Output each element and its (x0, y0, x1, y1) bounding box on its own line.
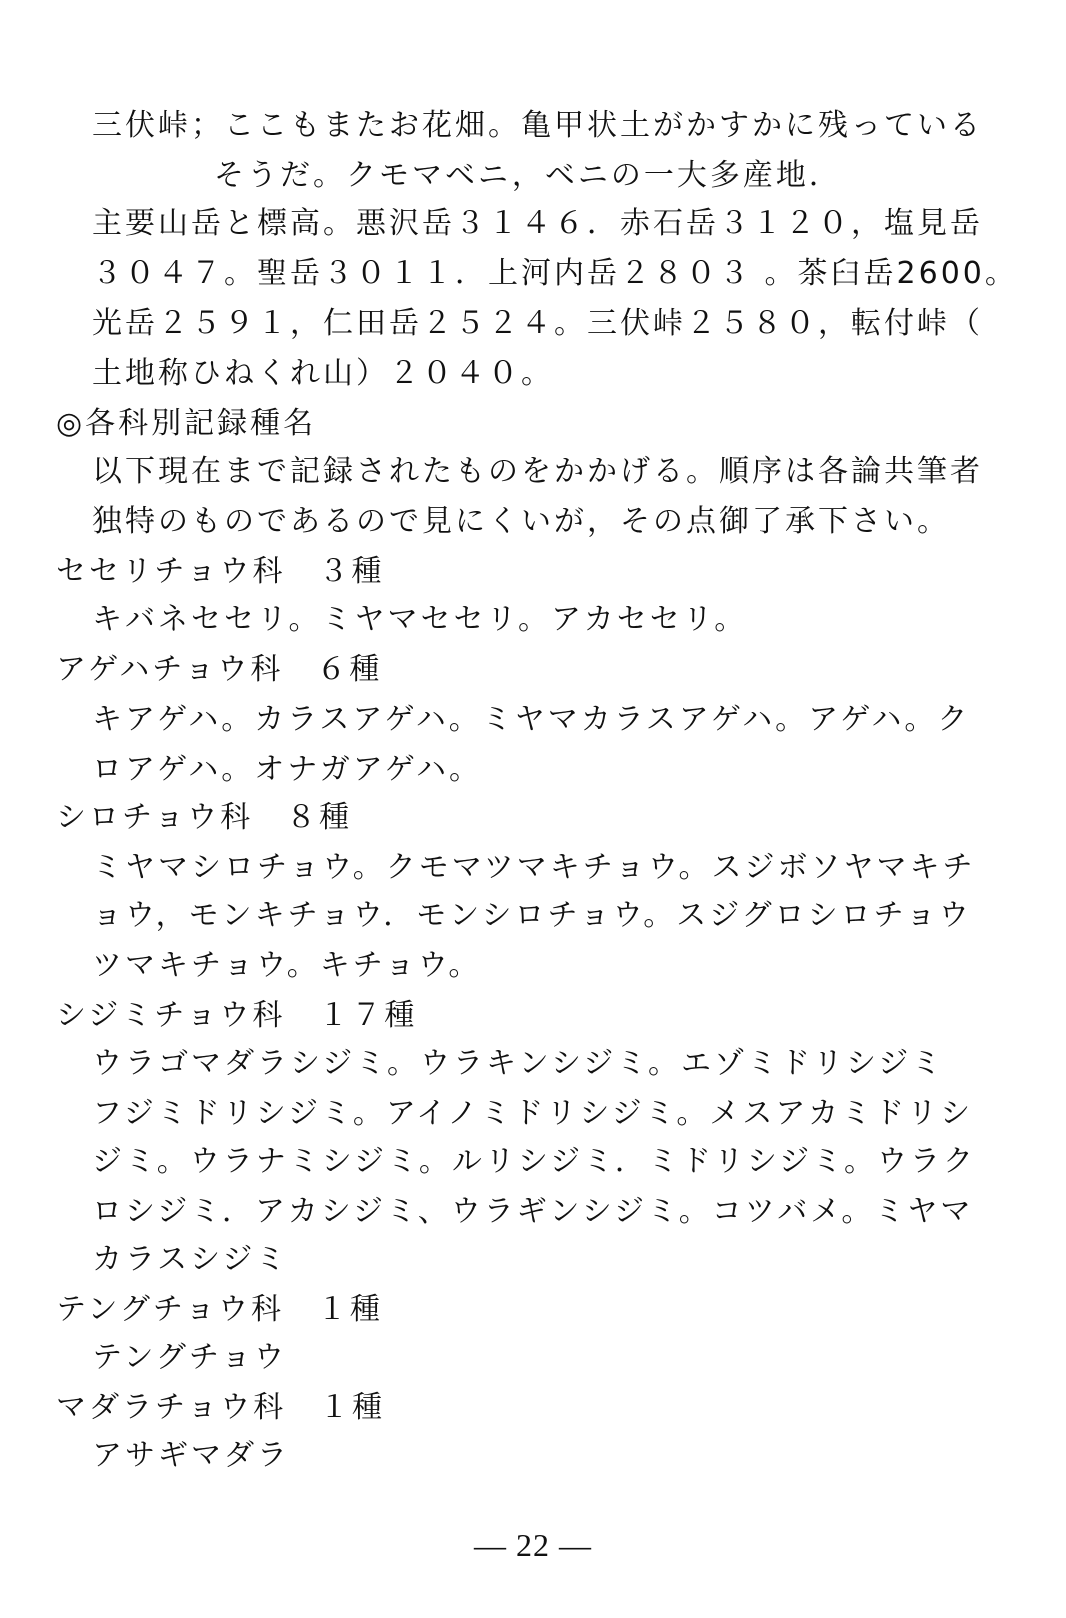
species-line: ョウ，モンキチョウ．モンシロチョウ。スジグロシロチョウ (92, 898, 972, 933)
family-heading: シジミチョウ科 １７種 (56, 998, 418, 1033)
species-line: カラスシジミ (92, 1242, 289, 1277)
species-line: キアゲハ。カラスアゲハ。ミヤマカラスアゲハ。アゲハ。ク (92, 702, 971, 737)
section-heading: ◎各科別記録種名 (56, 406, 317, 441)
text-line: 主要山岳と標高。悪沢岳３１４６．赤石岳３１２０，塩見岳 (92, 206, 983, 241)
species-line: フジミドリシジミ。アイノミドリシジミ。メスアカミドリシ (92, 1096, 974, 1131)
species-line: ミヤマシロチョウ。クモマツマキチョウ。スジボソヤマキチ (92, 850, 976, 885)
family-heading: セセリチョウ科 ３種 (56, 554, 385, 589)
species-line: ツマキチョウ。キチョウ。 (92, 948, 482, 983)
species-line: アサギマダラ (92, 1438, 290, 1473)
species-line: ロアゲハ。オナガアゲハ。 (92, 752, 482, 787)
text-line: ３０４７。聖岳３０１１．上河内岳２８０３ 。茶臼岳2600。 (92, 256, 1018, 291)
family-heading: シロチョウ科 ８種 (56, 800, 353, 835)
species-line: ウラゴマダラシジミ。ウラキンシジミ。エゾミドリシジミ (92, 1046, 945, 1081)
species-line: ロシジミ．アカシジミ、ウラギンシジミ。コツバメ。ミヤマ (92, 1194, 974, 1229)
text-line: そうだ。クモマベニ，ベニの一大多産地． (214, 158, 842, 193)
family-heading: アゲハチョウ科 ６種 (56, 652, 383, 687)
text-line: 土地称ひねくれ山）２０４０。 (92, 356, 554, 391)
species-line: テングチョウ (92, 1340, 287, 1375)
text-line: 以下現在まで記録されたものをかかげる。順序は各論共筆者 (92, 454, 983, 489)
species-line: ジミ。ウラナミシジミ。ルリシジミ．ミドリシジミ。ウラク (92, 1144, 976, 1179)
text-line: 独特のものであるので見にくいが，その点御了承下さい。 (92, 504, 950, 539)
text-line: 三伏峠；ここもまたお花畑。亀甲状土がかすかに残っている (92, 108, 983, 143)
family-heading: テングチョウ科 １種 (56, 1292, 383, 1327)
family-heading: マダラチョウ科 １種 (56, 1390, 386, 1425)
page-number: — 22 — (474, 1527, 592, 1563)
text-line: 光岳２５９１，仁田岳２５２４。三伏峠２５８０，転付峠（ (92, 306, 983, 341)
species-line: キバネセセリ。ミヤマセセリ。アカセセリ。 (92, 602, 748, 637)
